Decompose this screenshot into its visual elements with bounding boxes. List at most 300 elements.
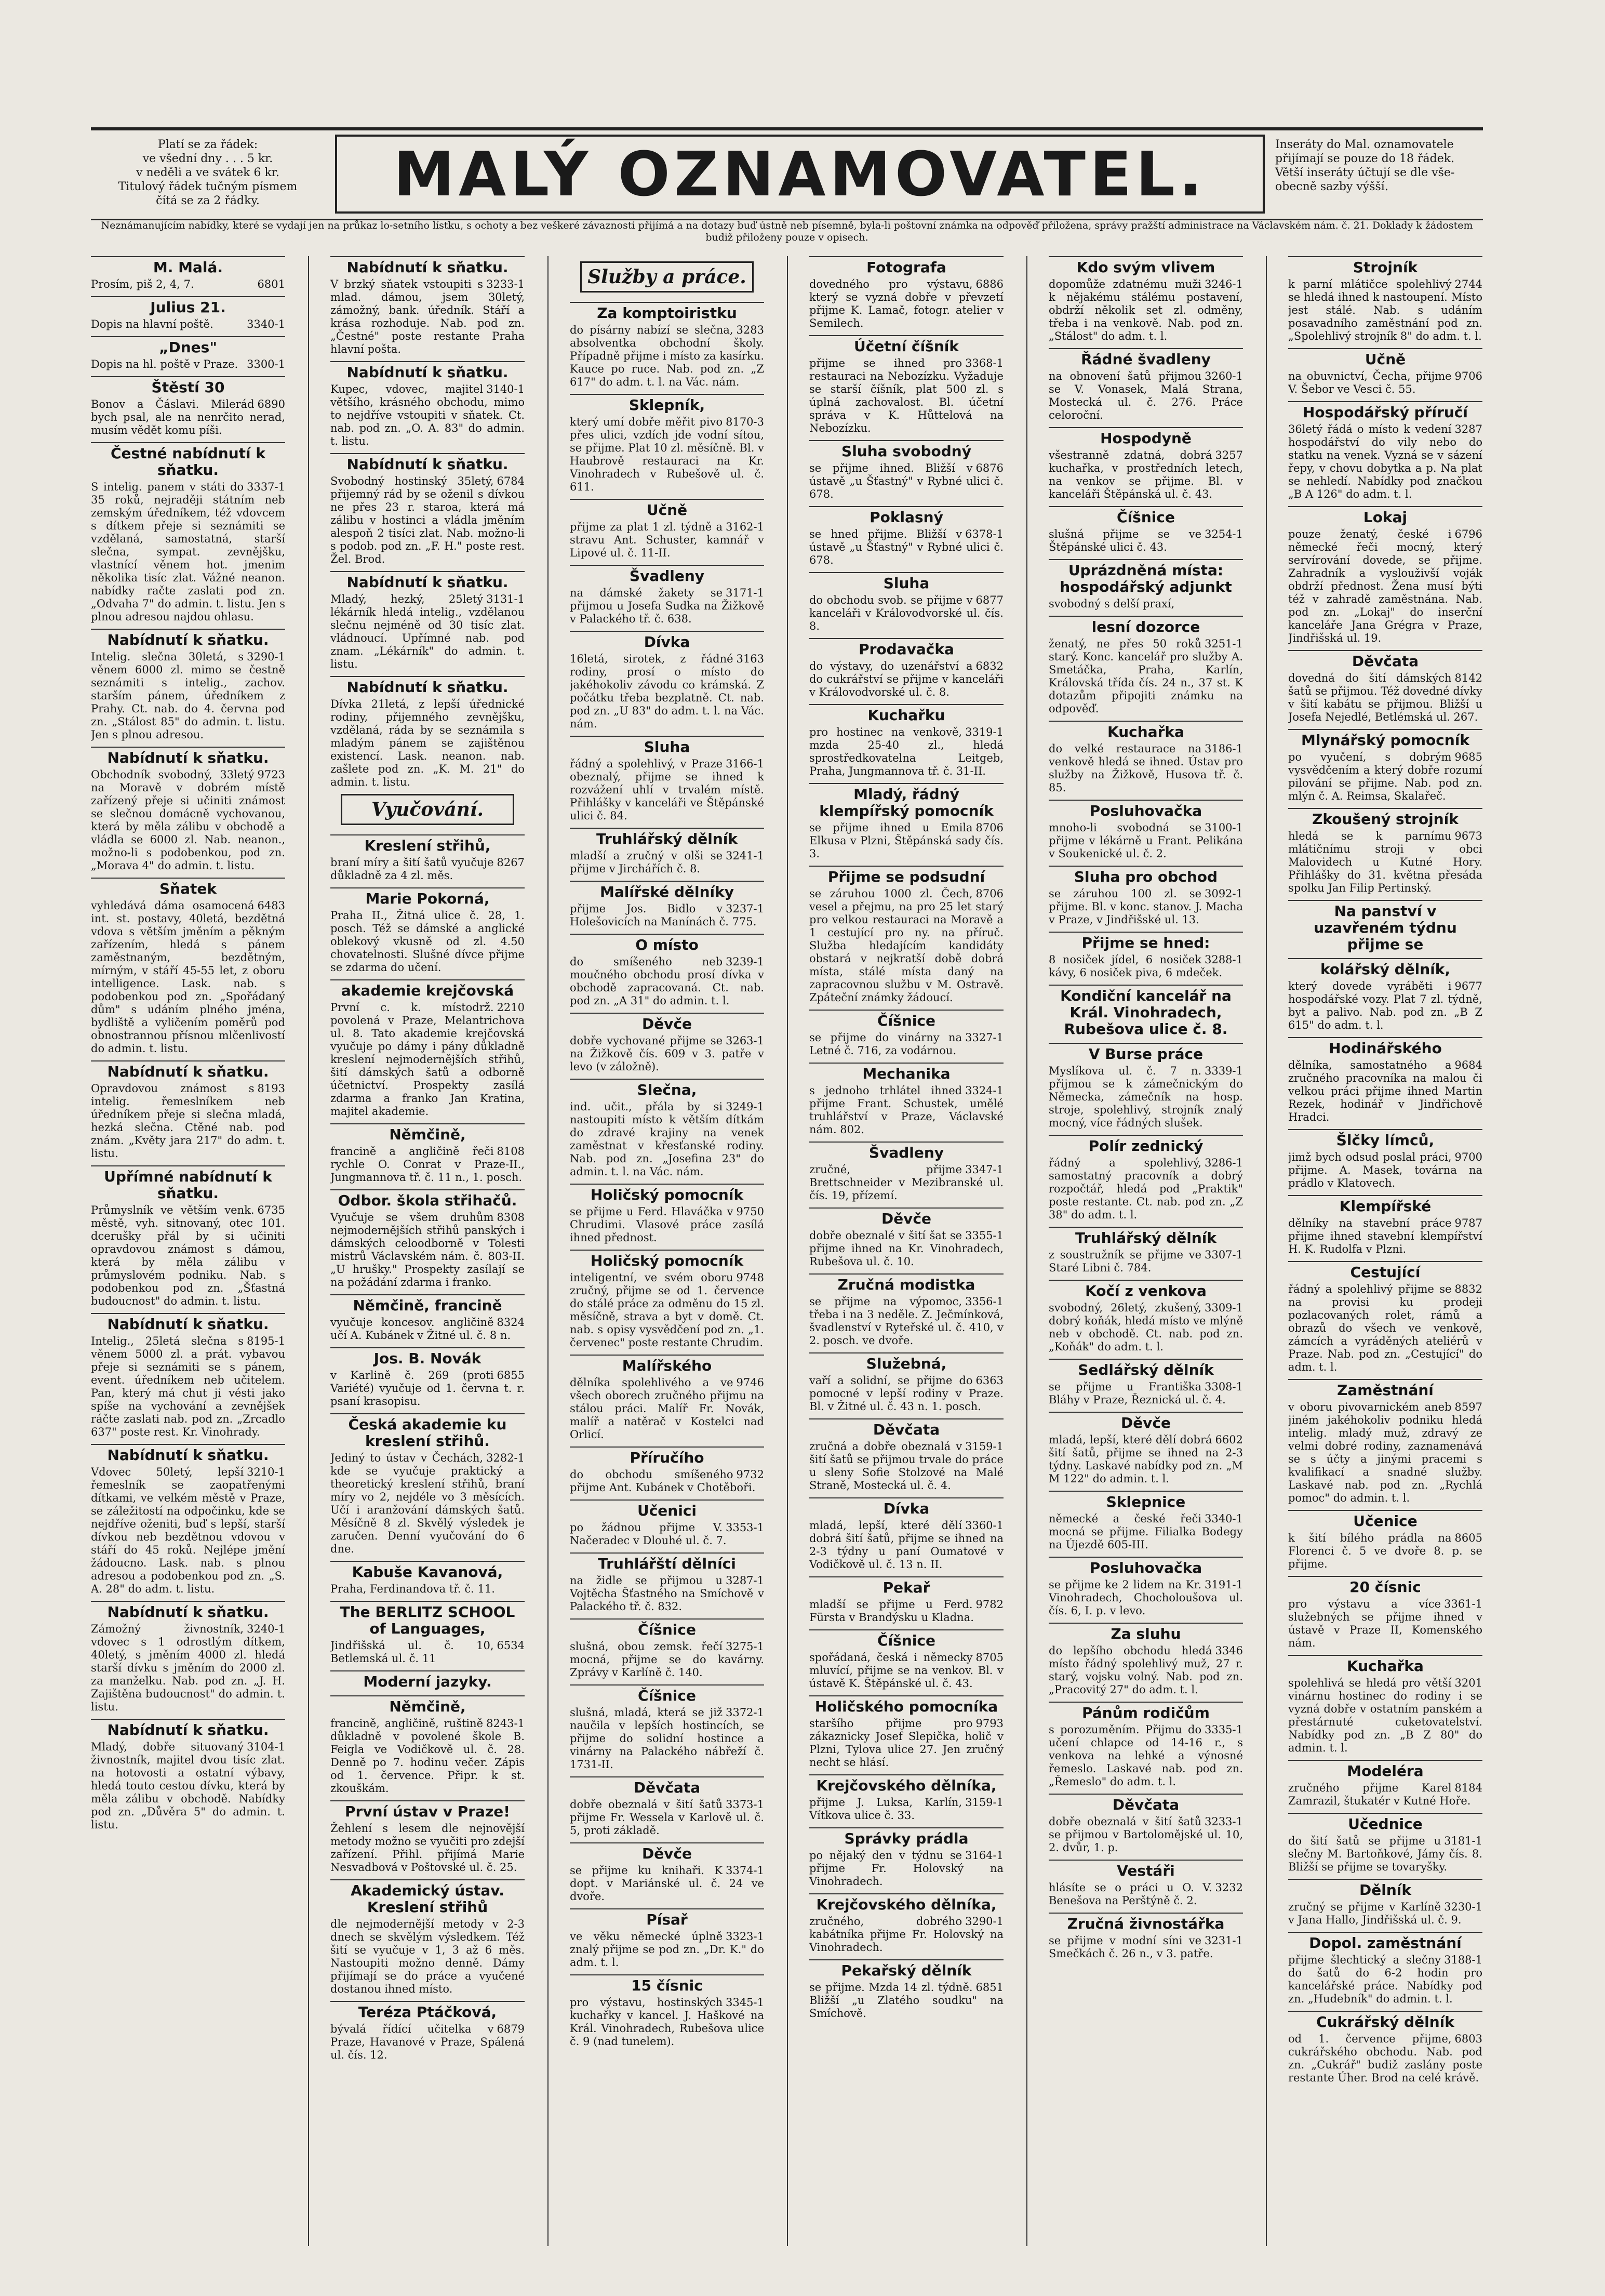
ad-text: zručného přijme Karel Zamrazil, štukatér v Kutné Hoře. [1288, 1782, 1471, 1807]
ad-heading: Malířské dělníky [570, 881, 764, 900]
classified-ad [91, 1719, 285, 1832]
ad-code: 6602 [1215, 1434, 1243, 1446]
ad-heading: Prodavačka [809, 638, 1004, 658]
ad-heading: Marie Pokorná, [330, 887, 525, 907]
ad-body [1049, 1434, 1243, 1485]
ad-text: do velké restaurace na venkově hledá se ihned. Ústav pro služby na Žižkově, Husova tř. č. 85. [1049, 742, 1243, 794]
ad-heading: Řádné švadleny [1049, 348, 1243, 368]
ad-body [1049, 1644, 1243, 1696]
ad-heading: Strojník [1288, 256, 1482, 276]
ad-text: S intelig. panem v státi do 35 roků, nejraději státním neb zemským úředníkem, též vdovcem s dítkem přeje si seznámiti se vzdělaná, samostatná, starší slečna, sympat. zevnějšku, vlastnící věnem hot. jmenim několika tisíc zlat. Vážné neanon. nabídky račte zaslati pod zn. „Odvaha 7" do admin. t. listu. Jen s plnou adresou najdou ohlasu. [91, 481, 285, 623]
ad-body [570, 521, 764, 560]
classified-ad [91, 1060, 285, 1160]
ad-text: braní míry a šití šatů vyučuje důkladně za 4 zl. měs. [330, 856, 494, 882]
ad-heading: Přijme se hned: [1049, 932, 1243, 951]
ad-text: přijme Jos. Bidlo v Holešovicích na Manínách č. 775. [570, 903, 757, 928]
ad-column [330, 256, 525, 2246]
classified-ad [809, 1695, 1004, 1769]
ad-text: přijme za plat 1 zl. týdně a stravu Ant. Schuster, kamnář v Lipové ul. č. 11-II. [570, 521, 764, 559]
ad-heading: Poklasný [809, 506, 1004, 526]
ad-text: Dopis na hlavní poště. [91, 318, 213, 330]
ad-heading: Sluha svobodný [809, 440, 1004, 460]
ad-body [570, 653, 764, 731]
classified-ad [330, 1670, 525, 1690]
ad-code: 3323-1 [726, 1930, 764, 1943]
ad-text: dovedného pro výstavu, který se vyzná dobře v převzetí přijme K. Lamač, fotogr. atelier v Semilech. [809, 278, 1004, 329]
ad-body [1049, 638, 1243, 715]
ad-heading: Švadleny [809, 1142, 1004, 1161]
ad-body [91, 1082, 285, 1160]
ad-text: inteligentní, ve svém oboru zručný, přijme se od 1. července do stálé práce za odměnu do 15 zl. měsíčně, strava a byt v domě. Ct. nab. s opisy vysvědčení pod zn. „1. červenec" poste restante Chrudim. [570, 1271, 764, 1349]
classified-ad [1288, 650, 1482, 724]
ad-text: bývalá řídící učitelka v Praze, Havanové v Praze, Spálená ul. čís. 12. [330, 2023, 525, 2061]
ad-body [91, 398, 285, 437]
ad-heading: Nabídnutí k sňatku. [91, 1719, 285, 1738]
ad-heading: Správky prádla [809, 1827, 1004, 1847]
ad-body [570, 903, 764, 928]
classified-ad [809, 1142, 1004, 1202]
ad-body [330, 1717, 525, 1795]
ad-code: 6735 [257, 1204, 285, 1216]
classified-ad [809, 1418, 1004, 1492]
ad-body [1049, 1249, 1243, 1275]
classified-ad [809, 704, 1004, 778]
ad-text: 16letá, sirotek, z řádné rodiny, prosí o místo do jakéhokoliv závodu co krámská. Z počátku třeba bezplatně. Ct. nab. pod zn. „U 83" do adm. t. l. na Vác. nám. [570, 653, 764, 730]
ad-heading: Upřímné nabídnutí k sňatku. [91, 1165, 285, 1202]
ad-heading: Děvčata [809, 1418, 1004, 1438]
ad-heading: Nabídnutí k sňatku. [330, 571, 525, 591]
ad-heading: Nabídnutí k sňatku. [330, 361, 525, 381]
ad-code: 6796 [1454, 528, 1482, 540]
ad-body [91, 1466, 285, 1596]
ad-code: 8195-1 [247, 1335, 285, 1347]
ad-text: Průmyslník ve větším venk. městě, vyh. sitnovaný, otec 101. dcerušky přál by si učiniti opravdovou známost s dámou, která by měla zálibu v průmyslovém podniku. Nab. s podobenkou pod zn. „Šťastná budoucnost" do admin. t. listu. [91, 1204, 285, 1307]
ad-code: 3275-1 [726, 1640, 764, 1653]
ad-code: 2210 [497, 1001, 525, 1014]
classified-ad [330, 2001, 525, 2062]
ad-code: 3355-1 [965, 1229, 1004, 1242]
ad-code: 6855 [497, 1369, 525, 1382]
ad-code: 8267 [497, 856, 525, 869]
ad-body [1288, 1835, 1482, 1874]
ad-body [570, 758, 764, 822]
ad-body [809, 1717, 1004, 1769]
ad-text: v Karlině č. 269 (proti Variété) vyučuje od 1. června t. r. psaní krasopisu. [330, 1369, 525, 1408]
classified-ad [570, 1013, 764, 1073]
ad-code: 9673 [1454, 830, 1482, 842]
ad-heading: Učenici [570, 1499, 764, 1519]
ad-body [1288, 1532, 1482, 1571]
ad-heading: Kuchařka [1288, 1655, 1482, 1675]
ad-body [809, 660, 1004, 699]
ad-body [809, 1295, 1004, 1347]
ad-code: 6832 [975, 660, 1004, 672]
ad-heading: Děvče [570, 1013, 764, 1032]
ad-text: slušná přijme se ve Štěpánské ulici č. 43. [1049, 528, 1202, 553]
ad-heading: Nabídnutí k sňatku. [91, 1444, 285, 1464]
ad-body [330, 383, 525, 448]
classified-ad [570, 1776, 764, 1837]
ad-code: 8184 [1454, 1782, 1482, 1794]
classified-ad [809, 256, 1004, 330]
ad-body [1288, 528, 1482, 645]
ad-body [1288, 830, 1482, 895]
ad-heading: Číšnice [570, 1618, 764, 1638]
ad-column [570, 256, 764, 2246]
ad-body [570, 1205, 764, 1244]
ad-body [1049, 1881, 1243, 1907]
ad-body [1288, 1598, 1482, 1650]
ad-code: 9793 [975, 1717, 1004, 1730]
classified-ad [809, 1576, 1004, 1624]
ad-heading: M. Malá. [91, 256, 285, 276]
ad-heading: Nabídnutí k sňatku. [330, 256, 525, 276]
ad-body [809, 1440, 1004, 1492]
classified-ad [570, 1446, 764, 1494]
classified-ad [1049, 1491, 1243, 1551]
ad-body [570, 1376, 764, 1441]
ad-heading: Jos. B. Novák [330, 1347, 525, 1367]
ad-code: 3237-1 [726, 903, 764, 915]
classified-ad [570, 1842, 764, 1903]
ad-body [330, 475, 525, 566]
ad-heading: Na panství v uzavřeném týdnu přijme se [1288, 900, 1482, 953]
ad-heading: Číšnice [809, 1629, 1004, 1649]
classified-ad [570, 565, 764, 626]
ad-text: se hned přijme. Bližší v ústavě „u Šťastný" v Rybné ulici č. 678. [809, 528, 1004, 566]
ad-code: 8308 [497, 1211, 525, 1224]
ad-heading: Kreslení střihů, [330, 834, 525, 854]
ad-text: spolehlivá se hledá pro větší vinárnu hostinec do rodiny i se vyzná dobře v ostatním panském a přestárnuté cuketovatelství. Nabídky pod zn. „B Z 80" do admin. t. l. [1288, 1677, 1482, 1754]
classified-ad [570, 1355, 764, 1441]
ad-body [809, 1915, 1004, 1954]
classified-ad [330, 1879, 525, 1996]
ad-code: 8605 [1454, 1532, 1482, 1544]
classified-ad [809, 506, 1004, 567]
ad-code: 3335-1 [1205, 1723, 1243, 1736]
classified-ad [330, 571, 525, 671]
classified-ad [1288, 1932, 1482, 2006]
ad-body [1288, 751, 1482, 803]
classified-ad [570, 828, 764, 875]
ad-body [809, 1981, 1004, 2020]
ad-code: 3374-1 [726, 1864, 764, 1877]
ad-body [1049, 1512, 1243, 1551]
ad-code: 8170-3 [726, 416, 764, 428]
ad-body [809, 1849, 1004, 1888]
ad-code: 3346 [1215, 1644, 1243, 1657]
ad-body [91, 768, 285, 872]
ad-body [570, 1798, 764, 1837]
ad-text: který umí dobře měřit pivo přes ulici, vzdích jde vodní sítou, se přijme. Plat 10 zl. měsíčně. Bl. v Haubrově restauraci na Kr. Vinohradech v Rubešově ul. č. 611. [570, 416, 764, 493]
ad-heading: Česká akademie ku kreslení střihů. [330, 1413, 525, 1450]
ad-text: k šití bílého prádla na Florenci č. 5 ve dvoře 8. p. se přijme. [1288, 1532, 1482, 1570]
ad-heading: Číšnice [1049, 506, 1243, 526]
ad-text: svobodný, 26letý, zkušený, dobrý koňák, hledá místo ve mlýně neb v obchodě. Ct. nab. pod zn. „Koňák" do adm. t. l. [1049, 1302, 1243, 1353]
ad-heading: Modeléra [1288, 1760, 1482, 1780]
ad-text: dělníka, samostatného a zručného pracovníka na malou či velkou práci přijme ihned Martin Rezek, hodinář v Jindřichově Hradci. [1288, 1059, 1482, 1123]
ad-heading: The BERLITZ SCHOOL of Languages, [330, 1601, 525, 1637]
ad-heading: lesní dozorce [1049, 616, 1243, 635]
ad-heading: Nabídnutí k sňatku. [91, 1601, 285, 1621]
ad-body [1288, 1217, 1482, 1256]
ad-body [330, 856, 525, 882]
ad-body [91, 651, 285, 741]
ad-text: Kupec, vdovec, majitel většího, krásného obchodu, mimo to nejdříve vstoupiti v sňatek. Ct. nab. pod zn. „O. A. 83" do admin. t. listu. [330, 383, 525, 447]
ad-body [570, 850, 764, 875]
classified-ad [1288, 401, 1482, 501]
rate-line: čítá se za 2 řádky. [156, 194, 260, 207]
ad-text: do písárny nabízí se slečna, absolventka obchodní školy. Případně přijme i místo za kasírku. Kauce po ruce. Nab. pod zn. „Z 617" do adm. t. l. na Vác. nám. [570, 324, 764, 388]
ad-heading: Truhlářský dělník [1049, 1227, 1243, 1246]
rate-line: v neděli a ve svátek 6 kr. [136, 166, 279, 179]
ad-code: 3249-1 [726, 1100, 764, 1113]
classified-columns [91, 256, 1483, 2246]
ad-body [1288, 1401, 1482, 1505]
rule-line: obecně sazby výšší. [1275, 180, 1388, 193]
classified-ad [809, 1774, 1004, 1822]
ad-text: německé a české řeči mocná se přijme. Filialka Bodegy na Újezdě 605-III. [1049, 1512, 1243, 1551]
ad-text: se přijme ke 2 lidem na Kr. Vinohradech, Chocholoušova ul. čís. 6, I. p. v levo. [1049, 1578, 1243, 1617]
ad-body [570, 1864, 764, 1903]
ad-text: řádný a spolehlivý přijme se na provisi ku prodeji pozlacovaných rolet, rámů a obrazů do všech ve venkově, zámcích a vyráděných ateliérů v Praze. Nab. pod zn. „Cestující" do adm. t. l. [1288, 1283, 1482, 1373]
ad-code: 3092-1 [1205, 887, 1243, 900]
classified-ad [330, 676, 525, 789]
ad-text: do obchodu smíšeného přijme Ant. Kubánek v Chotěboři. [570, 1468, 756, 1494]
ad-heading: Nabídnutí k sňatku. [91, 747, 285, 766]
ad-code: 9748 [736, 1271, 764, 1284]
ad-code: 3239-1 [726, 955, 764, 968]
ad-code: 3140-1 [486, 383, 525, 395]
ad-text: se přijme ihned u Emila Elkusa v Plzni, Štěpánská sady čís. 3. [809, 821, 1004, 860]
ad-text: Svobodný hostinský 35letý, přijemný rád by se oženil s dívkou ne přes 23 r. staroa, která má zálibu v hostinci a vládla jměním alespoň 2 tisíci zlat. Nab. možno-li s podob. pod zn. „F. H." poste rest. Žel. Brod. [330, 475, 525, 565]
ad-code: 2744 [1454, 278, 1482, 290]
ad-code: 8142 [1454, 672, 1482, 684]
classified-ad [330, 256, 525, 356]
ad-body [330, 1918, 525, 1996]
ad-heading: Sklepnice [1049, 1491, 1243, 1510]
ad-heading: Šlčky límců, [1288, 1129, 1482, 1149]
ad-body [1288, 1901, 1482, 1927]
ad-text: zručného, dobrého kabátníka přijme Fr. Holovský na Vinohradech. [809, 1915, 1004, 1954]
ad-code: 3159-1 [965, 1440, 1004, 1453]
ad-code: 6876 [975, 462, 1004, 474]
ad-body [330, 1001, 525, 1118]
classified-ad [809, 1207, 1004, 1268]
ad-text: dobře obeznalé v šití šat se přijme ihned na Kr. Vinohradech, Rubešova ul. č. 10. [809, 1229, 1004, 1268]
ad-code: 9723 [257, 768, 285, 781]
ad-text: Jindřišská ul. č. 10, Betlemská ul. č. 11 [330, 1639, 494, 1665]
classified-ad [1049, 1135, 1243, 1222]
ad-code: 3345-1 [726, 1996, 764, 2009]
ad-code: 3104-1 [247, 1741, 285, 1753]
ad-code: 6803 [1454, 2033, 1482, 2045]
ad-code: 8243-1 [486, 1717, 525, 1730]
ad-heading: Moderní jazyky. [330, 1670, 525, 1690]
ad-text: mladší se přijme u Ferd. Fürsta v Brandýsku u Kladna. [809, 1598, 974, 1624]
classified-ad [91, 336, 285, 371]
ad-heading: V Burse práce [1049, 1043, 1243, 1063]
classified-ad [809, 1827, 1004, 1888]
ad-text: 36letý řádá o místo k vedení hospodářství do vily nebo do statku na venek. Vyzná se v sázení řepy, v chovu dobytka a p. Na plat se nehledí. Nabídky pod značkou „B A 126" do adm. t. l. [1288, 423, 1482, 500]
ad-body [1049, 1723, 1243, 1788]
ad-heading: Krejčovského dělníka, [809, 1774, 1004, 1794]
ad-code: 6879 [497, 2023, 525, 2035]
ad-body [809, 1084, 1004, 1136]
ad-body [1049, 598, 1243, 611]
ad-body [330, 1145, 525, 1184]
ad-heading: „Dnes" [91, 336, 285, 356]
ad-body [91, 899, 285, 1055]
ad-heading: Kočí z venkova [1049, 1280, 1243, 1299]
ad-body [1049, 528, 1243, 554]
ad-body [570, 1930, 764, 1969]
ad-body [809, 1374, 1004, 1413]
classified-ad [809, 1273, 1004, 1347]
ad-text: s jednoho trhlátel ihned přijme Frant. Schustek, umělé truhlářství v Praze, Václavské nám. 802. [809, 1084, 1004, 1136]
ad-heading: Posluhovačka [1049, 1557, 1243, 1576]
ad-heading: Klempířské [1288, 1195, 1482, 1215]
ad-body [570, 587, 764, 626]
ad-heading: O místo [570, 934, 764, 953]
ad-body [1049, 821, 1243, 860]
ad-body [1288, 278, 1482, 343]
ad-body [91, 1741, 285, 1832]
ad-text: Prosím, piš 2, 4, 7. [91, 278, 194, 290]
classified-ad [1288, 1576, 1482, 1650]
ad-column [1288, 256, 1482, 2246]
classified-ad [1049, 1860, 1243, 1907]
ad-text: všestranně zdatná, dobrá kuchařka, v prostředních letech, na venkov se přijme. Bl. v kanceláři Štěpánská ul. č. 43. [1049, 449, 1243, 500]
classified-ad [1049, 1043, 1243, 1130]
ad-text: do lepšího obchodu hledá místo řádný spolehlivý muž, 27 r. starý, vojsku volný. Nab. pod zn. „Pracovitý 27" do adm. t. l. [1049, 1644, 1243, 1696]
classified-ad [809, 783, 1004, 860]
ad-text: se přijme u Ferd. Hlaváčka v Chrudimi. Vlasové práce zasílá ihned přednost. [570, 1205, 764, 1244]
ad-text: v oboru pivovarnickém aneb jiném jakéhokoliv podniku hledá intelig. mladý muž, zdravý ze velmi dobré rodiny, zaznamenává se s účty a jinými pracemi s kvalifikací a snadné služby. Laskavé nab. pod zn. „Rychlá pomoc" do admin. t. l. [1288, 1401, 1482, 1504]
ad-text: vyhledává dáma osamocená int. st. postavy, 40letá, bezdětná vdova s větším jměním a pěkným zařízením, hledá s pánem zaměstnaným, bezdětným, mírným, v stáří 45-55 let, z oboru intelligence. Lask. nab. s podobenkou pod zn. „Spořádaný dům" s udáním plného jména, bydliště a vyličením poměrů pod obnostrannou přísnou mlčenlivostí do admin. t. listu. [91, 899, 285, 1055]
ad-code: 3257 [1215, 449, 1243, 461]
ad-body [570, 955, 764, 1007]
classified-ad [1288, 1879, 1482, 1927]
ad-heading: Odbor. škola střihačů. [330, 1189, 525, 1209]
masthead [91, 127, 1483, 220]
ad-heading: Holičský pomocník [570, 1184, 764, 1203]
classified-ad [570, 631, 764, 731]
ad-text: se přijme v modní síni ve Smečkách č. 26 n., v 3. patře. [1049, 1934, 1213, 1960]
ad-text: na obuvnictví, Čecha, přijme V. Šebor ve Vesci č. 55. [1288, 370, 1452, 395]
ad-text: na obnovení šatů přijmou se V. Vonasek, Malá Strana, Mostecká ul. č. 276. Práce celoroční. [1049, 370, 1243, 421]
ad-column [91, 256, 285, 2246]
ad-heading: Fotografa [809, 256, 1004, 276]
ad-code: 3191-1 [1205, 1578, 1243, 1591]
classified-ad [1049, 866, 1243, 926]
ad-heading: Nabídnutí k sňatku. [330, 453, 525, 473]
ad-code: 3254-1 [1205, 528, 1243, 540]
ad-heading: Švadleny [570, 565, 764, 585]
ad-heading: Holičského pomocníka [809, 1695, 1004, 1715]
ad-heading: Nabídnutí k sňatku. [330, 676, 525, 696]
ad-text: pro výstavu a více služebných se přijme ihned v ústavě v Praze II, Komenského nám. [1288, 1598, 1482, 1649]
ad-body [91, 318, 285, 331]
classified-ad [570, 1184, 764, 1244]
classified-ad [1049, 1794, 1243, 1854]
classified-ad [1288, 2011, 1482, 2085]
ad-code: 9684 [1454, 1059, 1482, 1071]
ad-body [570, 416, 764, 494]
classified-ad [1288, 348, 1482, 396]
classified-ad [1049, 1280, 1243, 1353]
ad-body [330, 1452, 525, 1556]
ad-code: 3162-1 [726, 521, 764, 533]
ad-code: 3300-1 [247, 358, 285, 370]
ad-body [1049, 449, 1243, 501]
ad-heading: Sluha [570, 736, 764, 755]
ad-body [1288, 1059, 1482, 1124]
ad-heading: Pekař [809, 1576, 1004, 1596]
ad-code: 3360-1 [965, 1519, 1004, 1532]
classified-ad [1049, 1557, 1243, 1617]
classified-ad [1049, 559, 1243, 611]
ad-body [91, 1335, 285, 1439]
classified-ad [570, 1908, 764, 1969]
ad-body [330, 1583, 525, 1596]
classified-ad [809, 1352, 1004, 1413]
ad-code: 6890 [257, 398, 285, 410]
ad-text: se přijme na výpomoc, třeba i na 3 neděle. Z. Ječmínková, švadlenství v Ryteřské ul. č. 410, v 2. posch. ve dvoře. [809, 1295, 1004, 1347]
ad-text: V brzký sňatek vstoupiti s mlad. dámou, jsem 30letý, zámožný, bank. úředník. Stáří a krása rozhoduje. Nab. pod zn. „Čestné" poste restante Praha hlavní pošta. [330, 278, 525, 355]
ad-code: 3319-1 [965, 726, 1004, 738]
ad-body [570, 1706, 764, 1771]
column-rule [308, 256, 309, 2246]
ad-text: se záruhou 100 zl. se přijme. Bl. v konc. stanov. J. Macha v Praze, v Jindřišské ul. 13. [1049, 887, 1243, 926]
ad-code: 6784 [497, 475, 525, 487]
ad-body [809, 1598, 1004, 1624]
ad-body [570, 1468, 764, 1494]
classified-ad [1288, 1195, 1482, 1256]
ad-heading: Děvče [570, 1842, 764, 1862]
ad-code: 3290-1 [247, 651, 285, 663]
ad-text: 8 nosiček jídel, 6 nosiček kávy, 6 nosiček piva, 6 mdeček. [1049, 953, 1223, 979]
classified-ad [1288, 506, 1482, 645]
ad-text: po žádnou přijme V. Načeradec v Dlouhé ul. č. 7. [570, 1521, 727, 1547]
ad-code: 3246-1 [1205, 278, 1243, 290]
ad-code: 3339-1 [1205, 1065, 1243, 1077]
classified-ad [330, 834, 525, 882]
ad-heading: Mechanika [809, 1063, 1004, 1082]
ad-text: řádný a spolehlivý, samostatný pracovník a dobrý rozpočtář, hledá pod „Praktik" poste restante. Ct. nab. pod zn. „Z 38" do adm. t. l. [1049, 1157, 1243, 1221]
ad-heading: Mlynářský pomocník [1288, 729, 1482, 749]
classified-ad [570, 881, 764, 928]
classified-ad [91, 629, 285, 741]
ad-body [330, 698, 525, 789]
classified-ad [809, 638, 1004, 699]
classified-ad [330, 1413, 525, 1556]
ad-heading: Pekařský dělník [809, 1959, 1004, 1979]
classified-ad [1288, 1129, 1482, 1190]
ad-body [1288, 672, 1482, 724]
ad-heading: Přijme se podsudní [809, 866, 1004, 885]
classified-ad [1288, 1655, 1482, 1755]
ad-code: 6534 [497, 1639, 525, 1652]
ad-heading: Kabuše Kavanová, [330, 1561, 525, 1581]
ad-text: který dovede vyráběti i hospodářské vozy. Plat 7 zl. týdně, byt a palivo. Nab. pod zn. „B Z 615" do adm. t. l. [1288, 980, 1482, 1031]
column-rule [1266, 256, 1267, 2246]
ad-body [330, 1822, 525, 1874]
ad-heading: Děvčata [1288, 650, 1482, 670]
ad-body [330, 593, 525, 671]
classified-ad [570, 499, 764, 560]
ad-text: dopomůže zdatnému muži k nějakému stálému postavení, obdrží několik set zl. odměny, třeba i na venkově. Nab. pod zn. „Stálost" do adm. t. l. [1049, 278, 1243, 342]
